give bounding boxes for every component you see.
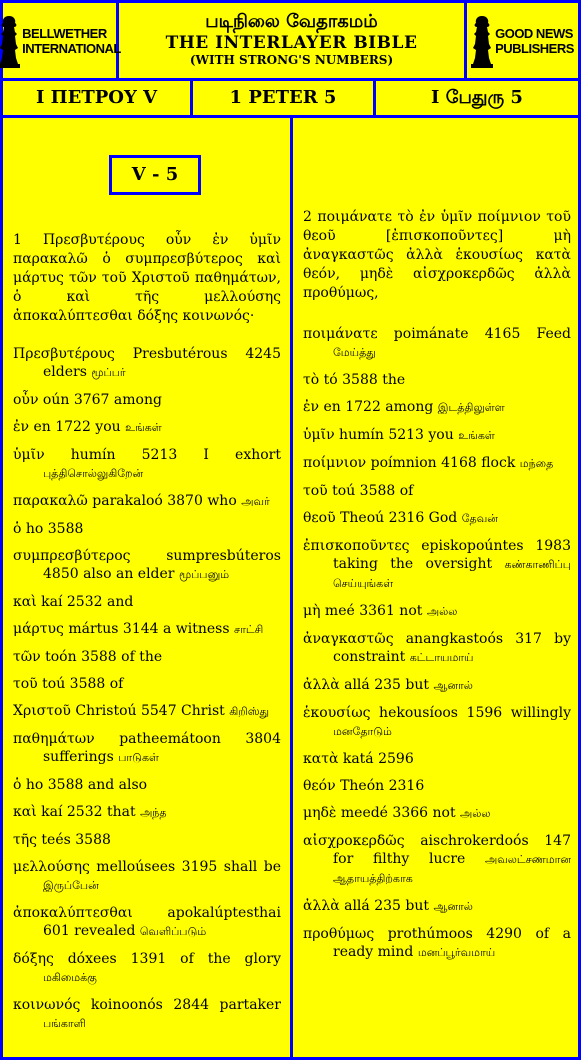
- tamil-gloss: இடத்திலுள்ள: [437, 401, 505, 414]
- word-entry: [13, 520, 281, 538]
- tamil-gloss: கட்டாயமாய்: [409, 651, 474, 664]
- word-entry: [303, 897, 571, 916]
- word-gloss: τῶν toón 3588 of the: [13, 649, 163, 665]
- word-entry: [303, 925, 571, 962]
- tamil-gloss: கிறிஸ்து: [229, 705, 270, 718]
- word-gloss: συμπρεσβύτερος sumpresbúteros 4850 also an elder: [13, 548, 281, 582]
- word-entry: [13, 904, 281, 941]
- word-gloss: ἀναγκαστῶς anangkastoós 317 by constraint: [303, 631, 571, 665]
- word-entry: [13, 776, 281, 794]
- word-entry: [303, 777, 571, 795]
- ram-logo-icon: [0, 14, 20, 68]
- word-gloss: τὸ tó 3588 the: [303, 372, 406, 388]
- word-gloss: καὶ kaí 2532 that: [13, 804, 136, 820]
- word-entry: [303, 454, 571, 473]
- word-entry: [13, 446, 281, 483]
- word-entry: [13, 950, 281, 987]
- word-gloss: κοινωνός koinoonós 2844 partaker: [13, 997, 281, 1013]
- word-entry: [13, 675, 281, 693]
- word-entry: [303, 509, 571, 528]
- word-entry: [13, 648, 281, 666]
- word-entry: [303, 832, 571, 888]
- word-entry: [13, 858, 281, 895]
- word-entry: [13, 391, 281, 409]
- word-entry: [303, 704, 571, 741]
- word-gloss: ὑμῖν humín 5213 you: [303, 427, 454, 443]
- word-gloss: ἐν en 1722 you: [13, 419, 121, 435]
- word-entry: [303, 750, 571, 768]
- tamil-gloss: பாடுகள்: [118, 751, 159, 764]
- word-gloss: μὴ meé 3361 not: [303, 603, 423, 619]
- word-gloss: μάρτυς mártus 3144 a witness: [13, 621, 230, 637]
- word-gloss: ἐν en 1722 among: [303, 399, 434, 415]
- tamil-gloss: மூப்பர்: [91, 366, 126, 379]
- tamil-gloss: அல்ல: [426, 605, 458, 618]
- word-entry: [13, 547, 281, 584]
- header: [3, 3, 578, 81]
- tamil-gloss: ஆனால்: [433, 900, 473, 913]
- tamil-gloss: மனப்பூர்வமாய்: [417, 946, 496, 959]
- word-entry: [13, 593, 281, 611]
- word-gloss: τοῦ toú 3588 of: [13, 676, 124, 692]
- word-entry: [303, 804, 571, 823]
- word-entry: [303, 325, 571, 362]
- tamil-gloss: உங்கள்: [458, 429, 495, 442]
- good-news-logo: [464, 3, 578, 78]
- verse-2-greek: 2 ποιμάνατε τὸ ἐν ὑμῖν ποίμνιον τοῦ θεοῦ [ἐπισκοποῦντες] μὴ ἀναγκαστῶς ἀλλὰ ἑκουσίως κατὰ θεόν, μηδὲ αἰσχροκερδῶς ἀλλὰ προθύμως,: [303, 209, 571, 301]
- word-entry: [13, 831, 281, 849]
- word-gloss: Χριστοῦ Christoú 5547 Christ: [13, 703, 225, 719]
- word-gloss: ἀλλὰ allá 235 but: [303, 898, 429, 914]
- word-gloss: τῆς teés 3588: [13, 832, 111, 848]
- word-entry: [13, 803, 281, 822]
- tamil-gloss: மூப்பனும்: [178, 568, 230, 581]
- word-entry: [303, 398, 571, 417]
- word-entry: [13, 620, 281, 639]
- tamil-gloss: சாட்சி: [234, 623, 264, 636]
- ref-tamil: I பேதுரு 5: [431, 87, 523, 108]
- tamil-gloss: அவலட்சணமான ஆதாயத்திற்காக: [333, 853, 571, 885]
- ram-logo-icon: [471, 14, 493, 68]
- word-entry: [13, 345, 281, 382]
- word-entry: [13, 996, 281, 1033]
- word-entry: [303, 602, 571, 621]
- word-gloss: ὁ ho 3588 and also: [13, 777, 148, 793]
- word-gloss: κατὰ katá 2596: [303, 751, 414, 767]
- word-entry: [303, 676, 571, 695]
- title-subtitle: (WITH STRONG'S NUMBERS): [189, 53, 394, 67]
- tamil-gloss: இருப்பேன்: [43, 879, 99, 892]
- word-gloss: δόξης dóxees 1391 of the glory: [13, 951, 281, 967]
- tamil-gloss: மகிமைக்கு: [43, 971, 97, 984]
- verse-1-greek: 1 Πρεσβυτέρους οὖν ἐν ὑμῖν παρακαλῶ ὁ συμπρεσβύτερος καὶ μάρτυς τῶν τοῦ Χριστοῦ παθημάτων, ὁ καὶ τῆς μελλούσης ἀποκαλύπτεσθαι δόξης κοινωνός·: [13, 232, 281, 324]
- tamil-gloss: ஆனால்: [433, 679, 473, 692]
- title-block: [119, 3, 464, 78]
- word-gloss: καὶ kaí 2532 and: [13, 594, 134, 610]
- word-gloss: ἀποκαλύπτεσθαι apokalúptesthai 601 revealed: [13, 905, 281, 939]
- word-list-left: [13, 345, 281, 1042]
- word-gloss: ἑκουσίως hekousíoos 1596 willingly: [303, 705, 571, 721]
- word-list-right: [303, 325, 571, 971]
- word-gloss: ποιμάνατε poimánate 4165 Feed: [303, 326, 571, 342]
- word-entry: [303, 426, 571, 445]
- column-divider: [290, 118, 293, 1057]
- tamil-gloss: வெளிப்படும்: [139, 925, 207, 938]
- word-gloss: τοῦ toú 3588 of: [303, 483, 414, 499]
- word-gloss: ὑμῖν humín 5213 I exhort: [13, 447, 281, 463]
- tamil-gloss: அல்ல: [460, 807, 491, 820]
- word-gloss: ἀλλὰ allá 235 but: [303, 677, 429, 693]
- word-gloss: θεοῦ Theoú 2316 God: [303, 510, 458, 526]
- chapter-label: V - 5: [109, 155, 201, 195]
- word-entry: [13, 702, 281, 721]
- word-gloss: θεόν Theón 2316: [303, 778, 425, 794]
- tamil-gloss: மந்தை: [519, 457, 554, 470]
- word-gloss: οὖν oún 3767 among: [13, 392, 162, 408]
- ref-english: 1 PETER 5: [193, 81, 376, 115]
- word-gloss: ἐπισκοποῦντες episkopoúntes 1983 taking the oversight: [303, 538, 571, 572]
- word-entry: [303, 371, 571, 389]
- word-entry: [303, 630, 571, 667]
- word-gloss: παρακαλῶ parakaloó 3870 who: [13, 493, 237, 509]
- tamil-gloss: மேய்த்து: [333, 346, 376, 359]
- tamil-gloss: மனதோடும்: [333, 725, 392, 738]
- good-news-logo-text: GOOD NEWS PUBLISHERS: [495, 25, 574, 56]
- word-entry: [303, 537, 571, 593]
- reference-bar: [3, 81, 578, 118]
- word-gloss: παθημάτων patheemátoon 3804 sufferings: [13, 731, 281, 765]
- title-english: THE INTERLAYER BIBLE: [165, 33, 418, 53]
- word-gloss: μελλούσης melloúsees 3195 shall be: [13, 859, 281, 875]
- word-entry: [13, 492, 281, 511]
- tamil-gloss: அந்த: [140, 806, 167, 819]
- tamil-gloss: அவர்: [241, 495, 270, 508]
- word-entry: [303, 482, 571, 500]
- word-gloss: μηδὲ meedé 3366 not: [303, 805, 456, 821]
- bellwether-logo: [3, 3, 119, 78]
- bellwether-logo-text: BELLWETHER INTERNATIONAL: [22, 25, 121, 56]
- word-gloss: ποίμνιον poímnion 4168 flock: [303, 455, 516, 471]
- word-gloss: αἰσχροκερδῶς aischrokerdoós 147 for filthy lucre: [303, 833, 571, 867]
- word-gloss: Πρεσβυτέρους Presbutérous 4245 elders: [13, 346, 281, 380]
- tamil-gloss: தேவன்: [461, 512, 498, 525]
- tamil-gloss: உங்கள்: [125, 421, 162, 434]
- tamil-gloss: பங்காளி: [43, 1017, 86, 1030]
- ref-greek: I ΠΕΤΡΟΥ V: [3, 81, 193, 115]
- word-gloss: ὁ ho 3588: [13, 521, 84, 537]
- tamil-gloss: புத்திசொல்லுகிறேன்: [43, 467, 144, 480]
- title-tamil: படிநிலை வேதாகமம்: [205, 11, 378, 32]
- word-gloss: προθύμως prothúmoos 4290 of a ready mind: [303, 926, 571, 960]
- word-entry: [13, 418, 281, 437]
- word-entry: [13, 730, 281, 767]
- tamil-gloss: கண்காணிப்பு செய்யுங்கள்: [333, 558, 571, 590]
